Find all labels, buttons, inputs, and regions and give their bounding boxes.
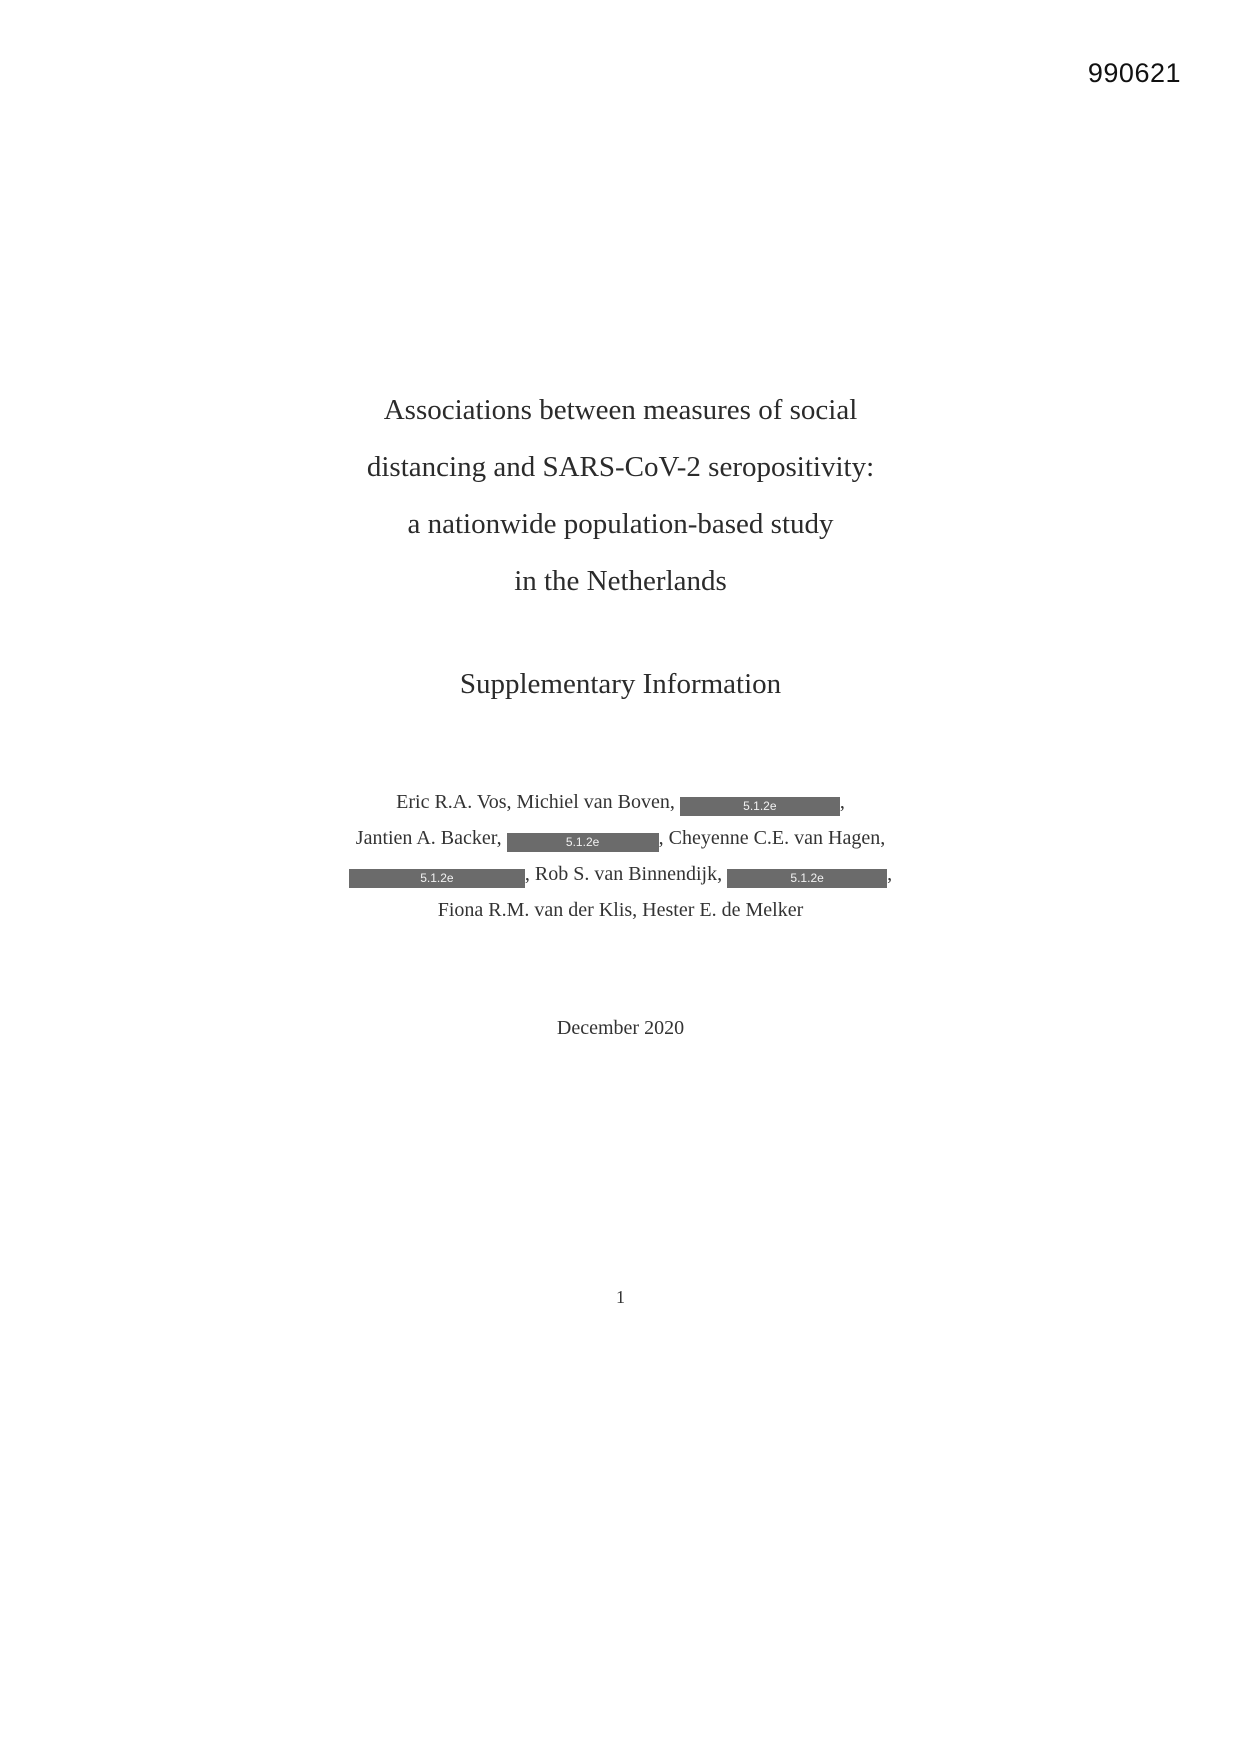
author-names: Fiona R.M. van der Klis, Hester E. de Melker [437,899,804,921]
title-line: distancing and SARS-CoV-2 seropositivity: [366,451,875,483]
author-names: Jantien A. Backer, [355,827,502,849]
page-number: 1 [616,1287,625,1307]
title-line: in the Netherlands [514,565,727,597]
author-line-1 [0,784,1241,820]
author-line-2 [0,820,1241,856]
document-number: 990621 [1087,58,1181,88]
document-subtitle: Supplementary Information [459,668,782,700]
author-names: Eric R.A. Vos, Michiel van Boven, [396,791,675,813]
redaction-box: 5.1.2e [680,797,840,816]
redaction-box: 5.1.2e [349,869,525,888]
author-names: , Cheyenne C.E. van Hagen, [658,827,886,849]
redaction-box: 5.1.2e [727,869,887,888]
author-separator: , [887,863,893,885]
title-line: a nationwide population-based study [407,508,834,540]
redaction-box: 5.1.2e [507,833,659,852]
document-title [0,382,1241,610]
author-names: , Rob S. van Binnendijk, [524,863,723,885]
author-line-4 [0,892,1241,928]
author-list [0,784,1241,928]
document-date: December 2020 [556,1017,685,1039]
author-separator: , [839,791,845,813]
title-line: Associations between measures of social [383,394,858,426]
author-line-3 [0,856,1241,892]
